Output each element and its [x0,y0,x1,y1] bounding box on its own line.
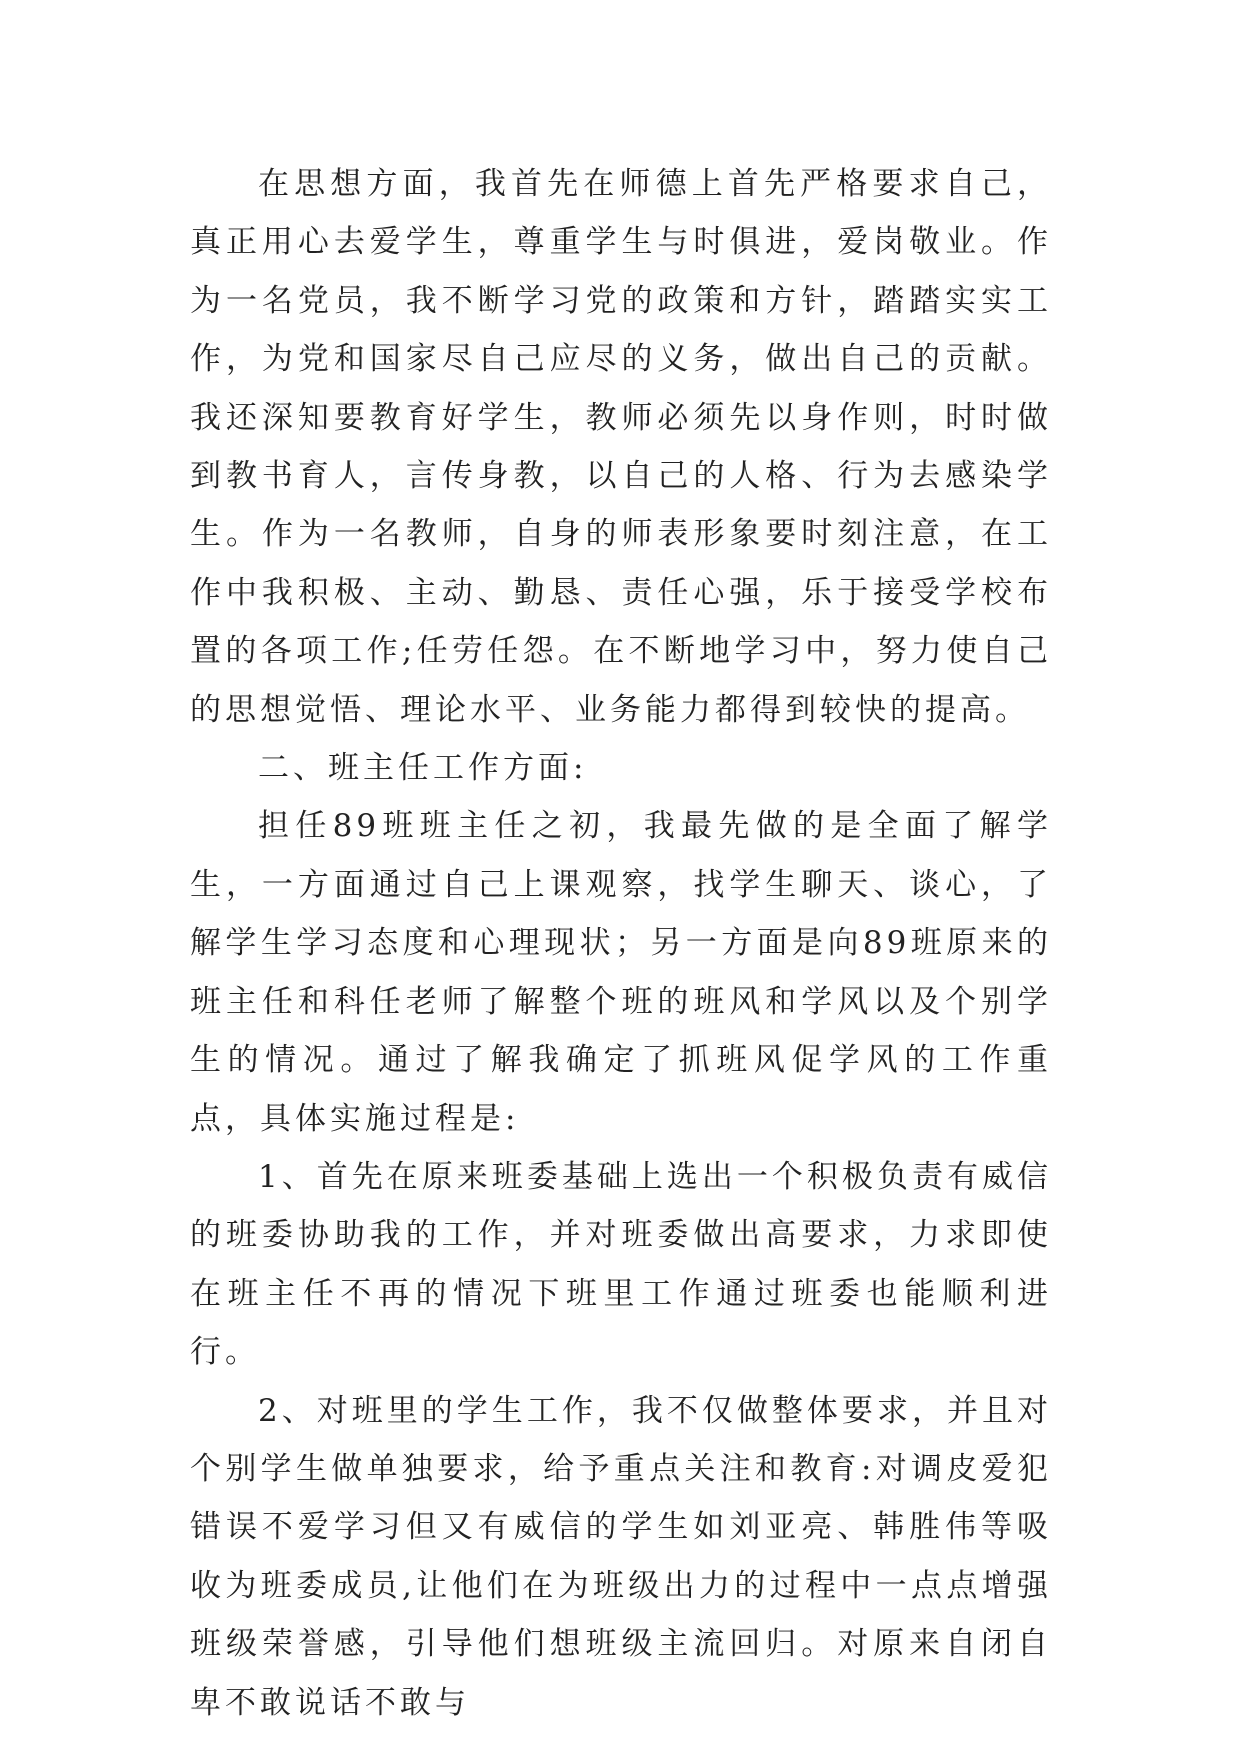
section-heading-class-teacher: 二、班主任工作方面: [258,750,588,787]
document-body [190,155,1052,1732]
paragraph-item-2: 2、对班里的学生工作，我不仅做整体要求，并且对个别学生做单独要求，给予重点关注和教育:对调皮爱犯错误不爱学习但又有威信的学生如刘亚亮、韩胜伟等吸收为班委成员,让他们在为班级出力的过程中一点点增强班级荣誉感，引导他们想班级主流回归。对原来自闭自卑不敢说话不敢与 [190,1392,1052,1721]
paragraph-item-1: 1、首先在原来班委基础上选出一个积极负责有威信的班委协助我的工作，并对班委做出高要求，力求即使在班主任不再的情况下班里工作通过班委也能顺利进行。 [190,1158,1052,1371]
paragraph-class-overview: 担任89班班主任之初，我最先做的是全面了解学生，一方面通过自己上课观察，找学生聊天、谈心，了解学生学习态度和心理现状；另一方面是向89班原来的班主任和科任老师了解整个班的班风和学风以及个别学生的情况。通过了解我确定了抓班风促学风的工作重点，具体实施过程是: [190,808,1052,1137]
paragraph-ideology: 在思想方面，我首先在师德上首先严格要求自己，真正用心去爱学生，尊重学生与时俱进，爱岗敬业。作为一名党员，我不断学习党的政策和方针，踏踏实实工作，为党和国家尽自己应尽的义务，做出自己的贡献。我还深知要教育好学生，教师必须先以身作则，时时做到教书育人，言传身教，以自己的人格、行为去感染学生。作为一名教师，自身的师表形象要时刻注意，在工作中我积极、主动、勤恳、责任心强，乐于接受学校布置的各项工作;任劳任怨。在不断地学习中，努力使自己的思想觉悟、理论水平、业务能力都得到较快的提高。 [190,166,1052,728]
